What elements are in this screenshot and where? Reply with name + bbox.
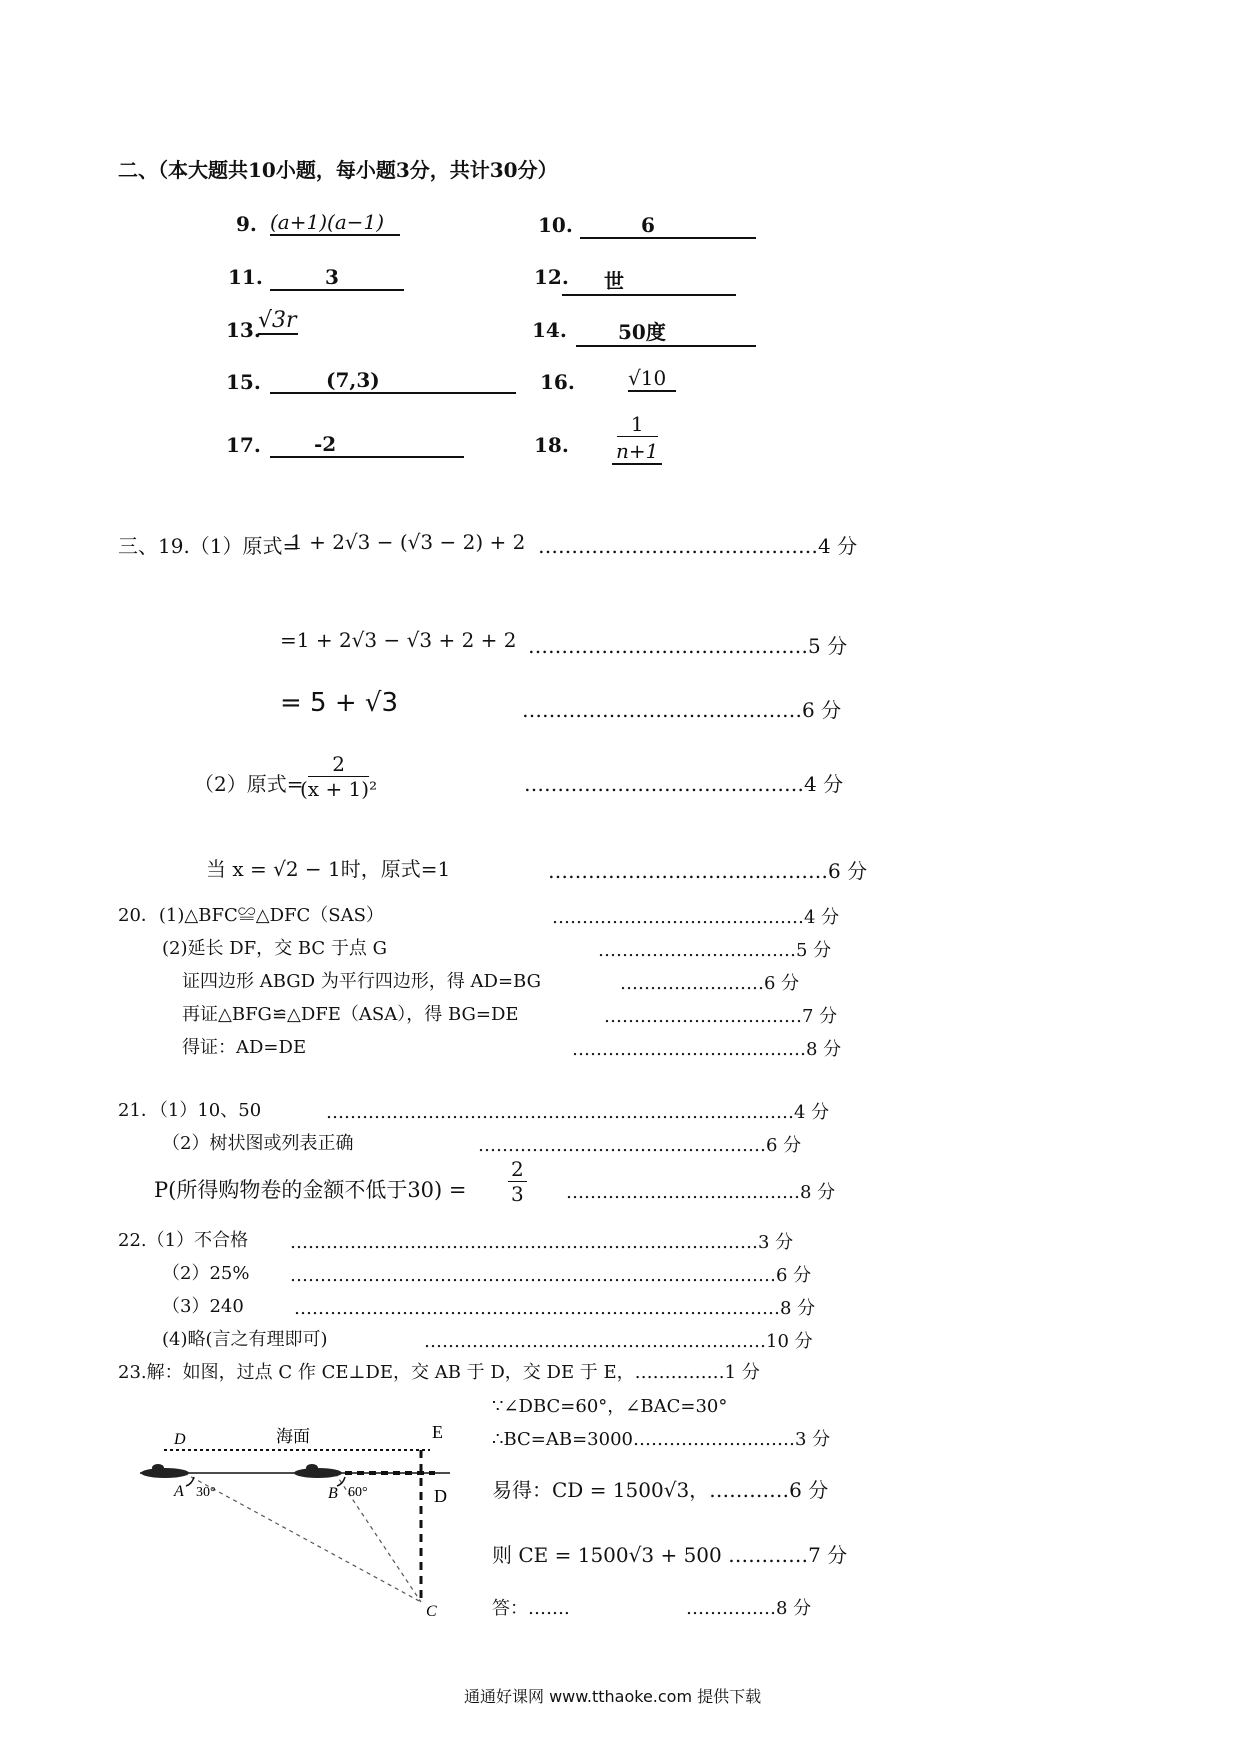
q23-step-4: 则 CE = 1500√3 + 500 …………7 分 [492,1543,848,1567]
answer-12: 世 [562,265,736,296]
q20-line-5: 得证：AD=DE [182,1037,307,1058]
q19-part2-numerator: 2 [308,752,369,777]
q20-line-3: 证四边形 ABGD 为平行四边形，得 AD=BG [182,971,541,992]
q23-step-3: 易得：CD = 1500√3，…………6 分 [492,1478,829,1502]
answer-17-number: 17. [226,433,261,457]
q19-label: 三、19.（1）原式= [118,534,300,558]
label-c: C [426,1603,437,1620]
label-e: E [432,1422,443,1442]
answer-18-denominator: n+1 [612,437,662,465]
label-angle-b: 60° [348,1485,368,1500]
q19-part1-line3-score: ……………………………………6 分 [522,698,842,722]
q22-line-2: （2）25% [162,1263,250,1284]
q21-line-2-score: …………………………………………6 分 [478,1135,802,1156]
q21-line-1: 21．（1）10、50 [118,1100,262,1121]
answer-17: -2 [270,432,464,458]
q20-line-1: 20．(1)△BFC≌△DFC（SAS） [118,905,384,926]
answer-9-number: 9. [236,212,257,236]
label-sea: 海面 [276,1427,310,1447]
answer-10-number: 10. [538,213,573,237]
answer-13: √3r [258,308,297,333]
q20-line-1-score: ……………………………………4 分 [552,907,840,928]
q21-line-3-fraction [508,1157,527,1206]
q22-line-4: (4)略(言之有理即可) [162,1329,328,1350]
q23-step-5-score: ……………8 分 [686,1598,812,1619]
q20-line-2-score: ……………………………5 分 [598,940,832,961]
q22-line-3: （3）240 [162,1296,244,1317]
q19-part1-line3: = 5 + √3 [280,688,399,718]
q22-line-2-score: ………………………………………………………………………6 分 [290,1265,812,1286]
label-a: A [174,1483,184,1500]
section-header: 二、（本大题共10小题，每小题3分，共计30分） [118,158,558,182]
q20-line-5-score: …………………………………8 分 [572,1039,842,1060]
q23-figure [130,1410,470,1620]
answer-18-number: 18. [534,433,569,457]
answer-15: (7,3) [270,368,516,394]
q23-step-1: ∵∠DBC=60°，∠BAC=30° [492,1396,728,1417]
footer: 通通好课网 www.tthaoke.com 提供下载 [464,1687,762,1706]
label-b: B [328,1485,338,1502]
label-d-top: D [174,1431,186,1448]
q19-part1-line1-score: ……………………………………4 分 [538,534,858,558]
q23-step-5: 答：……. [492,1598,570,1619]
q23-intro: 23.解：如图，过点 C 作 CE⊥DE，交 AB 于 D，交 DE 于 E，……………1 分 [118,1362,760,1383]
q20-line-3-score: ……………………6 分 [620,973,800,994]
answer-18-numerator: 1 [617,412,658,437]
answer-9: (a+1)(a−1) [270,210,400,236]
q21-line-3: P(所得购物卷的金额不低于30) = [154,1178,467,1202]
q19-part2-score: ……………………………………4 分 [524,772,844,796]
q22-line-1: 22.（1）不合格 [118,1230,249,1251]
answer-12-number: 12. [534,265,569,289]
q19-part2-fraction [300,752,377,801]
q21-line-2: （2）树状图或列表正确 [162,1133,354,1154]
answer-11: 3 [270,265,404,291]
q19-part1-line2-score: ……………………………………5 分 [528,634,848,658]
q20-line-4-score: ……………………………7 分 [604,1006,838,1027]
answer-16: √10 [628,366,676,392]
label-angle-a: 30° [196,1485,216,1500]
q19-part2-when-score: ……………………………………6 分 [548,859,868,883]
q19-part1-line1: 1 + 2√3 − (√3 − 2) + 2 [290,530,526,554]
q21-numerator: 2 [508,1157,527,1182]
answer-14-number: 14. [532,318,567,342]
angle-a-arc [186,1477,194,1486]
answer-10: 6 [580,213,756,239]
answer-13-number: 13. [226,318,261,342]
q21-denominator: 3 [511,1182,524,1206]
q21-line-1-score: ……………………………………………………………………4 分 [326,1102,830,1123]
answer-11-number: 11. [228,265,263,289]
label-d-right: D [434,1486,447,1506]
q20-line-2: (2)延长 DF，交 BC 于点 G [162,938,388,959]
q22-line-3-score: ………………………………………………………………………8 分 [294,1298,816,1319]
q23-step-2: ∴BC=AB=3000………………………3 分 [492,1429,831,1450]
q20-line-4: 再证△BFG≌△DFE（ASA），得 BG=DE [182,1004,519,1025]
q22-line-4-score: …………………………………………………10 分 [424,1331,813,1352]
submarine-b-icon [294,1468,342,1478]
answer-16-number: 16. [540,370,575,394]
answer-18 [612,412,662,465]
q21-line-3-score: …………………………………8 分 [566,1182,836,1203]
answer-15-number: 15. [226,370,261,394]
q19-part2-label: （2）原式= [194,772,304,796]
ac-line [184,1473,421,1602]
answer-14: 50度 [576,316,756,347]
submarine-a-icon [141,1468,189,1478]
q22-line-1-score: ……………………………………………………………………3 分 [290,1232,794,1253]
q19-part2-denominator: (x + 1)² [300,777,378,801]
q19-part1-line2: =1 + 2√3 − √3 + 2 + 2 [280,628,517,652]
q19-part2-when: 当 x = √2 − 1时，原式=1 [206,857,451,881]
